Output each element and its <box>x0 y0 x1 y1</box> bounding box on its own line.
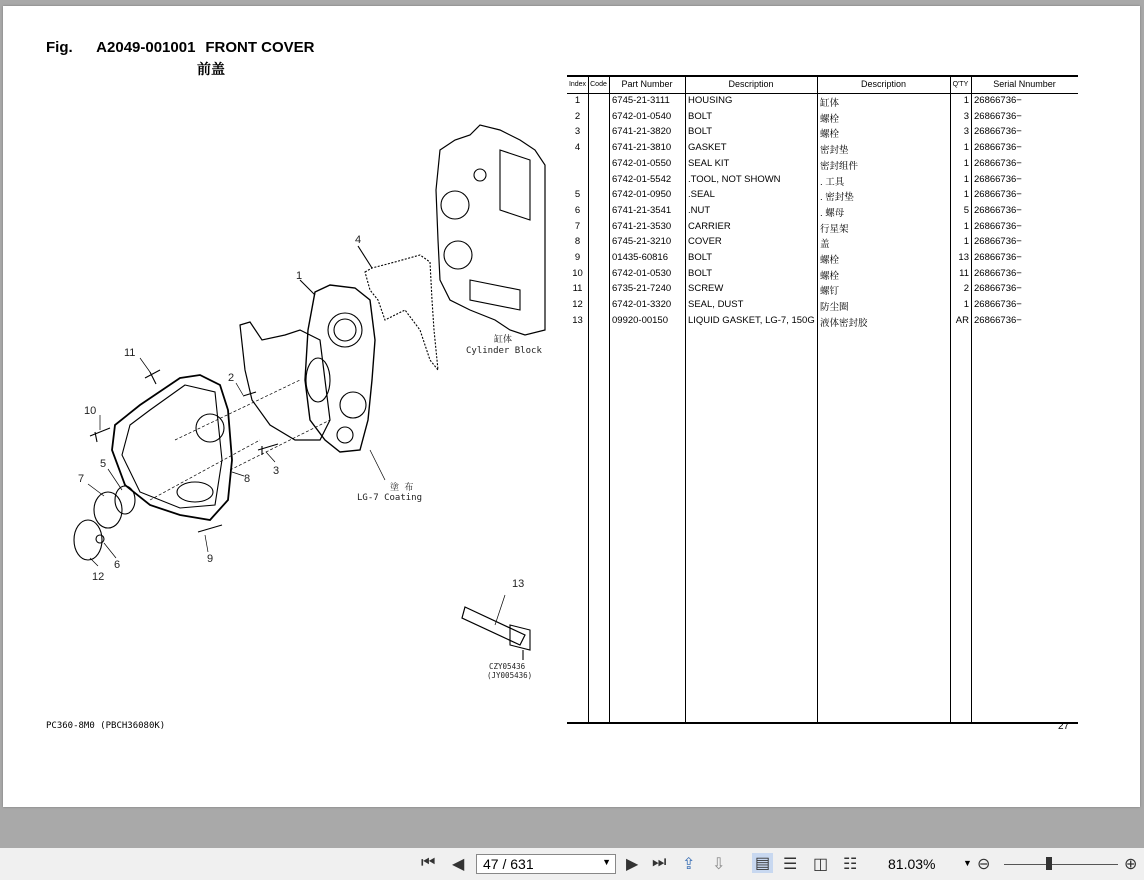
cell-qty: 2 <box>963 283 969 295</box>
cell-serial: 26866736− <box>974 126 1022 138</box>
prev-page-icon[interactable]: ◀ <box>452 856 465 873</box>
cell-desc-cn: . 工具 <box>820 176 845 188</box>
cell-part: 6735-21-7240 <box>612 283 672 295</box>
cell-serial: 26866736− <box>974 252 1022 263</box>
header-serial: Serial Nnumber <box>993 79 1056 89</box>
page-number: 27 <box>1058 721 1070 732</box>
header-part-number: Part Number <box>621 79 673 89</box>
cell-desc: BOLT <box>688 252 713 263</box>
cell-serial: 26866736− <box>974 314 1022 326</box>
cell-desc: BOLT <box>688 267 713 279</box>
cell-desc-cn: 缸体 <box>820 98 840 109</box>
cell-qty: 13 <box>958 252 969 263</box>
cell-serial: 26866736− <box>974 236 1022 248</box>
table-row <box>567 125 1078 141</box>
callout-5: 5 <box>100 458 107 470</box>
callout-12: 12 <box>92 571 105 583</box>
cell-part: 6742-01-5542 <box>612 173 672 185</box>
cell-index: 7 <box>574 220 581 232</box>
export-icon[interactable]: ⇪ <box>682 856 696 873</box>
cell-index: 10 <box>572 267 583 279</box>
note-cylinder: Cylinder Block <box>466 346 542 356</box>
cell-index: 1 <box>574 95 581 106</box>
cell-part: 6742-01-0530 <box>612 267 672 279</box>
cell-index: 6 <box>574 204 581 216</box>
two-page-icon[interactable]: ◫ <box>813 856 829 873</box>
cell-desc-cn: 螺栓 <box>820 129 840 141</box>
figure-title: FRONT COVER <box>205 39 315 56</box>
cell-desc-cn: 螺栓 <box>820 113 840 125</box>
cell-qty: 1 <box>963 220 969 232</box>
callout-9: 9 <box>207 553 214 565</box>
table-row <box>567 282 1078 298</box>
cell-part: 6741-21-3810 <box>612 142 672 154</box>
zoom-level: 81.03% <box>888 856 936 872</box>
cell-index: 13 <box>572 314 583 326</box>
page-number-input[interactable] <box>476 854 616 874</box>
callout-13: 13 <box>512 578 525 590</box>
note-ref2: (JY005436) <box>487 671 533 680</box>
callout-2: 2 <box>228 372 235 384</box>
continuous-icon[interactable]: ☰ <box>783 856 798 873</box>
cell-desc: BOLT <box>688 110 713 122</box>
callout-1: 1 <box>296 270 303 282</box>
cell-serial: 26866736− <box>974 267 1022 279</box>
cell-serial: 26866736− <box>974 142 1022 154</box>
cell-serial: 26866736− <box>974 173 1022 185</box>
page-indicator: 47 / 631 <box>483 856 534 872</box>
table-row <box>567 298 1078 314</box>
table-header <box>567 77 1078 94</box>
cell-desc: CARRIER <box>688 220 731 232</box>
table-row <box>567 94 1078 110</box>
callout-8: 8 <box>244 473 251 485</box>
cell-desc-cn: 盖 <box>820 239 830 251</box>
cell-serial: 26866736− <box>974 189 1022 201</box>
import-icon[interactable]: ⇩ <box>712 856 726 873</box>
cell-desc-cn: 防尘圈 <box>820 302 849 314</box>
header-index: Index <box>568 81 587 88</box>
figure-label: Fig. <box>46 39 73 56</box>
cell-desc: COVER <box>688 236 722 248</box>
cell-part: 6742-01-0540 <box>612 110 672 122</box>
figure-code: A2049-001001 <box>96 39 196 56</box>
cell-part: 6742-01-3320 <box>612 299 672 311</box>
cell-desc: SEAL, DUST <box>688 299 744 311</box>
table-row <box>567 110 1078 126</box>
callout-7: 7 <box>78 473 85 485</box>
cell-qty: 1 <box>963 189 969 201</box>
cell-desc-cn: . 密封垫 <box>820 192 854 204</box>
cell-index: 8 <box>574 236 581 248</box>
note-coating-cn: 塗 布 <box>390 483 414 493</box>
cell-desc-cn: 螺钉 <box>820 286 840 298</box>
cell-desc-cn: . 螺母 <box>820 207 845 219</box>
cell-serial: 26866736− <box>974 204 1022 216</box>
cell-qty: 5 <box>963 204 969 216</box>
cell-desc: .NUT <box>688 204 711 216</box>
header-description: Description <box>728 79 774 89</box>
cell-qty: AR <box>955 314 969 326</box>
table-row <box>567 173 1078 189</box>
table-row <box>567 141 1078 157</box>
zoom-dropdown-icon[interactable]: ▼ <box>963 858 972 868</box>
table-row <box>567 204 1078 220</box>
note-cylinder-cn: 缸体 <box>494 335 513 345</box>
model-footer: PC360-8M0 (PBCH36080K) <box>46 721 166 731</box>
cell-part: 6742-01-0550 <box>612 157 672 169</box>
cell-qty: 1 <box>963 299 969 311</box>
cell-part: 6745-21-3210 <box>612 236 672 248</box>
callout-11: 11 <box>124 347 136 359</box>
callout-10: 10 <box>84 405 97 417</box>
cell-qty: 1 <box>963 95 969 106</box>
cell-desc-cn: 密封组件 <box>820 160 859 172</box>
cell-qty: 11 <box>959 267 969 279</box>
cell-index: 4 <box>574 142 581 154</box>
table-row <box>567 251 1078 267</box>
header-code: Code <box>590 81 607 88</box>
last-page-icon[interactable]: ⏭ <box>652 854 667 871</box>
cell-index: 11 <box>572 283 583 295</box>
cell-serial: 26866736− <box>974 95 1022 106</box>
cell-part: 6741-21-3541 <box>612 204 672 216</box>
cell-desc: LIQUID GASKET, LG-7, 150G <box>688 314 815 326</box>
zoom-out-icon[interactable]: ⊖ <box>977 856 991 873</box>
callout-4: 4 <box>355 234 362 246</box>
callout-3: 3 <box>273 465 280 477</box>
cell-desc: GASKET <box>688 142 727 154</box>
cell-index: 5 <box>574 189 581 201</box>
cell-qty: 1 <box>963 157 969 169</box>
callout-6: 6 <box>114 559 121 571</box>
header-qty: Q'TY <box>952 81 969 88</box>
note-coating: LG-7 Coating <box>357 493 423 503</box>
cell-index: 9 <box>574 252 581 263</box>
single-page-icon[interactable]: ▤ <box>752 853 773 873</box>
cell-qty: 3 <box>963 126 969 138</box>
cell-desc-cn: 密封垫 <box>820 145 849 157</box>
parts-table <box>567 75 1078 724</box>
note-ref1: CZY05436 <box>489 662 526 671</box>
cell-part: 6741-21-3820 <box>612 126 672 138</box>
cell-serial: 26866736− <box>974 110 1022 122</box>
cell-part: 6741-21-3530 <box>612 220 672 232</box>
header-description-cn: Description <box>860 79 907 89</box>
zoom-in-icon[interactable]: ⊕ <box>1124 856 1138 873</box>
first-page-icon[interactable]: ⏮ <box>421 854 436 871</box>
cell-serial: 26866736− <box>974 157 1022 169</box>
cell-index: 12 <box>572 299 583 311</box>
two-page-continuous-icon[interactable]: ☷ <box>843 856 858 873</box>
zoom-slider[interactable] <box>1004 864 1118 865</box>
cell-desc: SEAL KIT <box>688 157 730 169</box>
cell-desc: HOUSING <box>688 95 733 106</box>
cell-index: 3 <box>574 126 581 138</box>
table-row <box>567 220 1078 236</box>
figure-title-cn: 前盖 <box>197 61 225 77</box>
cell-serial: 26866736− <box>974 283 1022 295</box>
cell-qty: 1 <box>963 236 969 248</box>
cell-part: 6742-01-0950 <box>612 189 672 201</box>
cell-qty: 3 <box>963 110 969 122</box>
cell-desc: .TOOL, NOT SHOWN <box>688 173 781 185</box>
chevron-down-icon[interactable]: ▼ <box>602 857 611 867</box>
next-page-icon[interactable]: ▶ <box>626 856 639 873</box>
cell-desc-cn: 螺栓 <box>820 270 840 282</box>
zoom-slider-handle[interactable] <box>1046 857 1052 870</box>
cell-part: 09920-00150 <box>612 314 668 326</box>
cell-part: 6745-21-3111 <box>612 95 670 106</box>
cell-serial: 26866736− <box>974 220 1022 232</box>
table-row <box>567 235 1078 251</box>
table-row <box>567 188 1078 204</box>
table-row <box>567 267 1078 283</box>
cell-desc: SCREW <box>688 283 724 295</box>
table-row <box>567 314 1078 330</box>
cell-desc-cn: 行星架 <box>820 223 849 235</box>
table-row <box>567 157 1078 173</box>
cell-qty: 1 <box>963 142 969 154</box>
cell-serial: 26866736− <box>974 299 1022 311</box>
cell-desc: .SEAL <box>688 189 715 201</box>
cell-desc: BOLT <box>688 126 713 138</box>
cell-qty: 1 <box>963 173 969 185</box>
cell-desc-cn: 螺栓 <box>820 255 840 266</box>
cell-index: 2 <box>574 110 581 122</box>
cell-desc-cn: 液体密封胶 <box>820 317 868 329</box>
cell-part: 01435-60816 <box>612 252 668 263</box>
